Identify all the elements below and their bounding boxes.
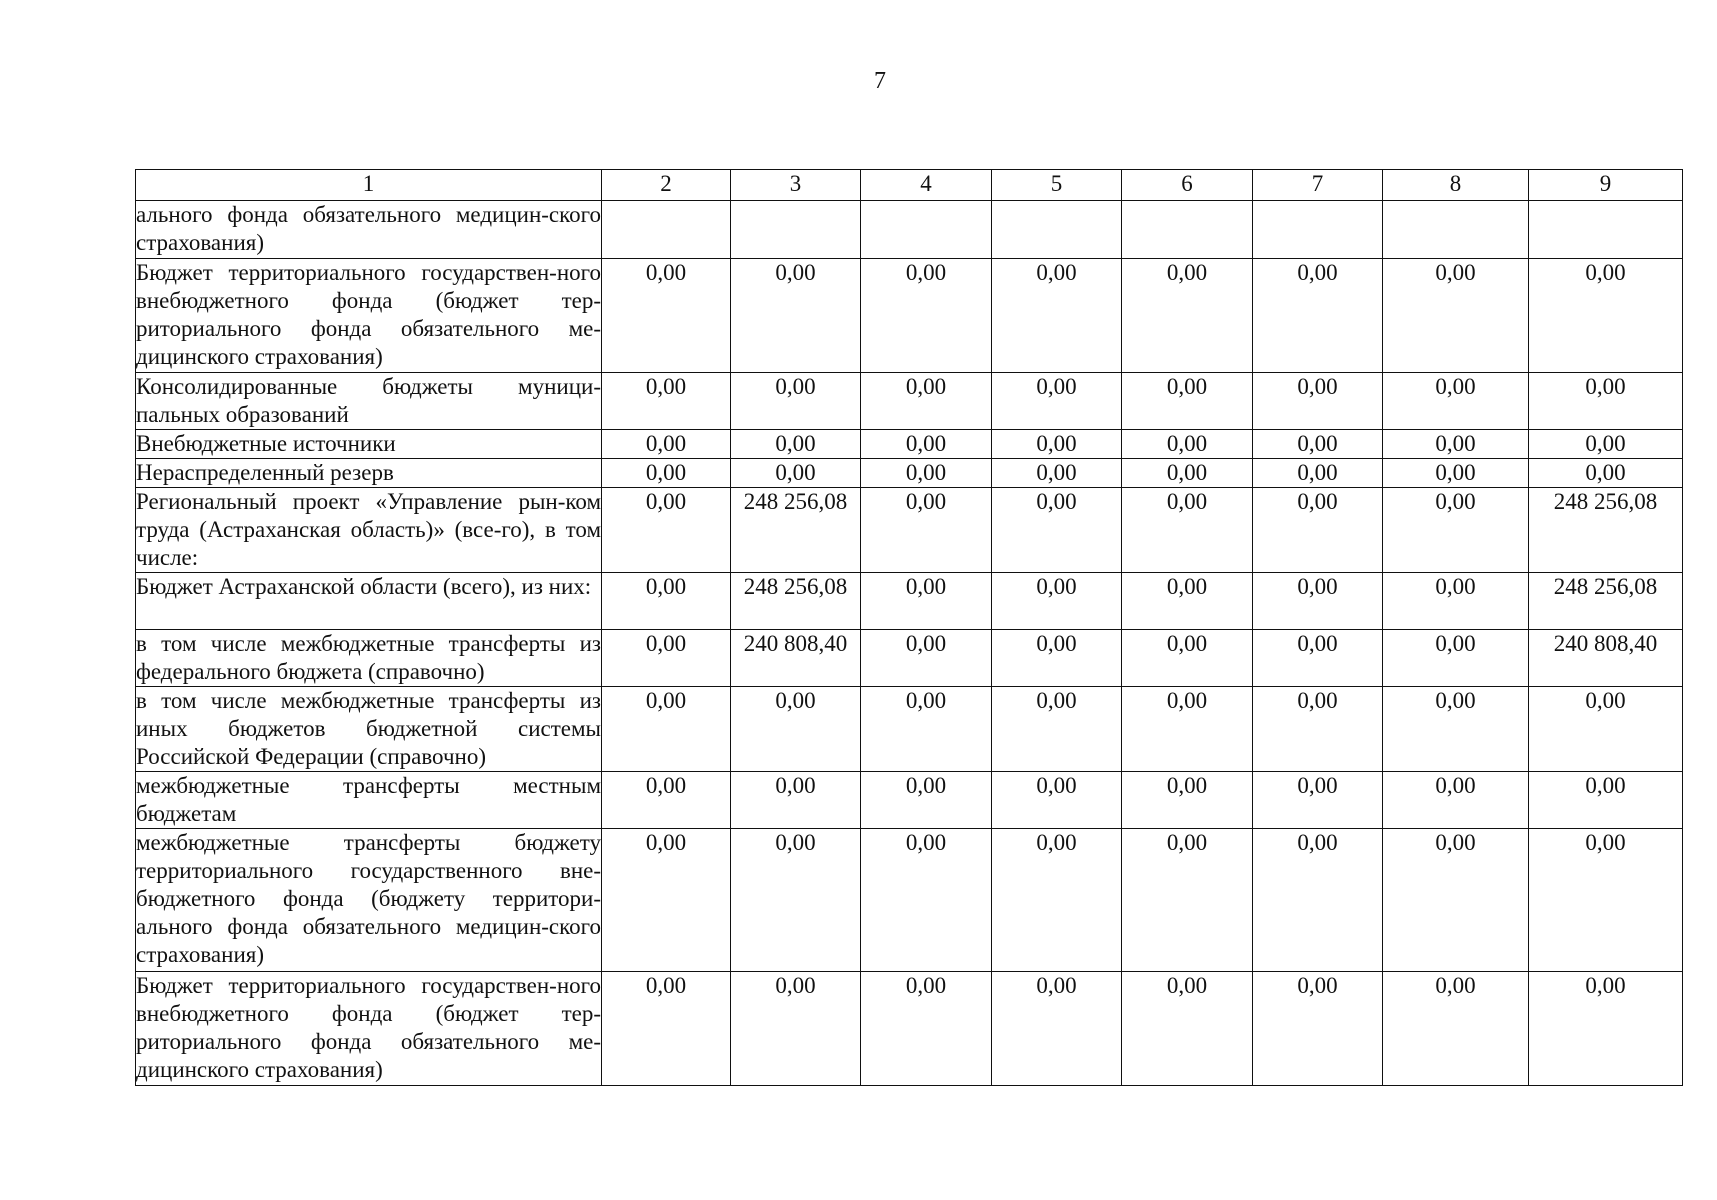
cell-value [1122,201,1253,259]
cell-value: 0,00 [1529,259,1683,373]
cell-value: 248 256,08 [731,573,861,630]
row-label: межбюджетные трансферты бюджету территориального государственного вне-бюджетного фонда (бюджету территори-ального фонда обязательного медицин-ского страхования) [136,829,602,972]
cell-value: 0,00 [992,829,1122,972]
cell-value: 248 256,08 [1529,573,1683,630]
row-label: Внебюджетные источники [136,430,602,459]
cell-value: 0,00 [992,430,1122,459]
cell-value: 0,00 [602,573,731,630]
cell-value: 0,00 [992,573,1122,630]
row-label: ального фонда обязательного медицин-ского страхования) [136,201,602,259]
cell-value [1253,201,1383,259]
table-row [136,459,1683,488]
cell-value: 0,00 [602,373,731,430]
cell-value: 0,00 [992,687,1122,772]
cell-value: 0,00 [1383,259,1529,373]
cell-value: 248 256,08 [1529,488,1683,573]
cell-value: 0,00 [602,630,731,687]
cell-value: 0,00 [1253,829,1383,972]
column-header: 7 [1253,170,1383,201]
table-row [136,687,1683,772]
row-label: Бюджет территориального государствен-ного внебюджетного фонда (бюджет тер-риториального фонда обязательного ме-дицинского страхования) [136,972,602,1086]
cell-value: 0,00 [861,573,992,630]
cell-value: 0,00 [1122,829,1253,972]
cell-value: 0,00 [1253,459,1383,488]
row-label: в том числе межбюджетные трансферты из иных бюджетов бюджетной системы Российской Федерации (справочно) [136,687,602,772]
cell-value: 0,00 [1122,972,1253,1086]
row-label: Нераспределенный резерв [136,459,602,488]
cell-value: 0,00 [1122,772,1253,829]
cell-value: 0,00 [1529,687,1683,772]
column-header: 4 [861,170,992,201]
table-row [136,573,1683,630]
cell-value: 0,00 [1383,972,1529,1086]
cell-value: 0,00 [1383,488,1529,573]
cell-value: 0,00 [1383,573,1529,630]
table-row [136,829,1683,972]
cell-value: 240 808,40 [731,630,861,687]
table-row [136,201,1683,259]
table-row [136,772,1683,829]
cell-value: 0,00 [731,772,861,829]
column-header: 9 [1529,170,1683,201]
cell-value [1383,201,1529,259]
cell-value: 0,00 [861,259,992,373]
row-label: Региональный проект «Управление рын-ком труда (Астраханская область)» (все-го), в том числе: [136,488,602,573]
cell-value: 0,00 [731,259,861,373]
cell-value: 0,00 [731,430,861,459]
cell-value: 0,00 [992,259,1122,373]
table-row [136,259,1683,373]
cell-value: 0,00 [1529,459,1683,488]
row-label: Бюджет Астраханской области (всего), из них: [136,573,602,630]
column-header: 1 [136,170,602,201]
cell-value: 0,00 [992,972,1122,1086]
cell-value: 240 808,40 [1529,630,1683,687]
cell-value: 0,00 [861,630,992,687]
cell-value: 0,00 [861,829,992,972]
cell-value: 0,00 [1383,829,1529,972]
cell-value: 0,00 [1122,259,1253,373]
page-number: 7 [874,68,886,94]
cell-value: 0,00 [602,259,731,373]
cell-value: 0,00 [1529,430,1683,459]
cell-value: 0,00 [992,630,1122,687]
cell-value: 0,00 [1529,772,1683,829]
cell-value: 0,00 [861,687,992,772]
row-label: в том числе межбюджетные трансферты из федерального бюджета (справочно) [136,630,602,687]
cell-value: 0,00 [731,972,861,1086]
cell-value: 0,00 [1122,430,1253,459]
cell-value: 0,00 [992,772,1122,829]
cell-value: 0,00 [1383,687,1529,772]
cell-value: 0,00 [602,972,731,1086]
cell-value: 0,00 [602,459,731,488]
cell-value: 0,00 [1253,573,1383,630]
cell-value: 0,00 [1383,630,1529,687]
cell-value: 0,00 [1529,373,1683,430]
cell-value: 0,00 [1122,630,1253,687]
row-label: Консолидированные бюджеты муници-пальных образований [136,373,602,430]
cell-value: 0,00 [1122,488,1253,573]
row-label: Бюджет территориального государствен-ного внебюджетного фонда (бюджет тер-риториального фонда обязательного ме-дицинского страхования) [136,259,602,373]
cell-value [1529,201,1683,259]
table-row [136,373,1683,430]
column-header: 8 [1383,170,1529,201]
cell-value: 0,00 [1383,430,1529,459]
cell-value: 0,00 [861,459,992,488]
cell-value: 0,00 [1253,488,1383,573]
cell-value: 0,00 [861,772,992,829]
cell-value: 0,00 [1529,972,1683,1086]
cell-value: 0,00 [861,373,992,430]
cell-value: 0,00 [1253,430,1383,459]
cell-value [602,201,731,259]
cell-value: 0,00 [1529,829,1683,972]
budget-table [135,169,1683,1086]
table-row [136,630,1683,687]
cell-value: 0,00 [1122,687,1253,772]
column-header: 2 [602,170,731,201]
cell-value: 0,00 [1383,772,1529,829]
cell-value [992,201,1122,259]
column-header: 3 [731,170,861,201]
cell-value: 0,00 [1253,687,1383,772]
cell-value: 0,00 [731,373,861,430]
cell-value: 0,00 [602,488,731,573]
table-row [136,488,1683,573]
cell-value: 0,00 [861,430,992,459]
cell-value: 0,00 [1253,972,1383,1086]
cell-value [861,201,992,259]
cell-value: 0,00 [992,488,1122,573]
cell-value: 0,00 [1253,630,1383,687]
cell-value: 0,00 [602,829,731,972]
cell-value: 0,00 [1253,259,1383,373]
cell-value: 0,00 [992,373,1122,430]
cell-value: 0,00 [731,459,861,488]
cell-value: 0,00 [1122,373,1253,430]
cell-value: 248 256,08 [731,488,861,573]
cell-value: 0,00 [1253,772,1383,829]
row-label: межбюджетные трансферты местным бюджетам [136,772,602,829]
cell-value: 0,00 [1122,459,1253,488]
cell-value: 0,00 [1122,573,1253,630]
cell-value: 0,00 [602,430,731,459]
cell-value: 0,00 [731,829,861,972]
column-header: 5 [992,170,1122,201]
cell-value: 0,00 [1383,459,1529,488]
cell-value: 0,00 [861,488,992,573]
cell-value: 0,00 [1253,373,1383,430]
cell-value [731,201,861,259]
cell-value: 0,00 [992,459,1122,488]
header-row [136,170,1683,201]
cell-value: 0,00 [602,772,731,829]
table-row [136,430,1683,459]
cell-value: 0,00 [1383,373,1529,430]
table-row [136,972,1683,1086]
cell-value: 0,00 [861,972,992,1086]
column-header: 6 [1122,170,1253,201]
cell-value: 0,00 [602,687,731,772]
cell-value: 0,00 [731,687,861,772]
